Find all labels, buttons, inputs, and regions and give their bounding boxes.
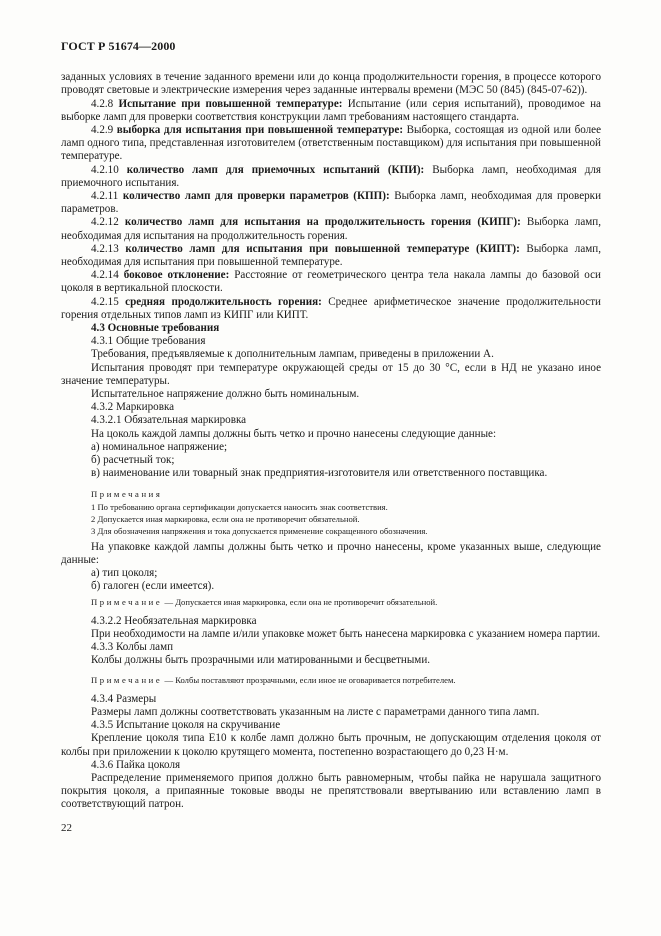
clause-text: Выборка ламп, необходимая для приемочного испытания. <box>61 163 601 189</box>
clause-4-2-12 <box>61 216 601 242</box>
clause-number: 4.2.12 <box>91 216 119 229</box>
subsection-heading-4-3-2-1: 4.3.2.1 Обязательная маркировка <box>91 414 247 427</box>
note <box>61 596 601 609</box>
clause-4-2-9 <box>61 124 601 164</box>
clause-text: Испытание (или серия испытаний), проводимое на выборке ламп для проверки соответствия конструкции ламп требованиям настоящего стандарта. <box>61 97 601 123</box>
subsection-heading-4-3-3: 4.3.3 Колбы ламп <box>91 641 174 654</box>
clause-4-2-14 <box>61 269 601 295</box>
paragraph: Испытания проводят при температуре окружающей среды от 15 до 30 °С, если в НД не указано иное значение температуры. <box>61 361 601 387</box>
note-label: Примечание <box>91 674 163 685</box>
note-item: 2 Допускается иная маркировка, если она не противоречит обязательной. <box>91 513 360 524</box>
clause-4-2-15 <box>61 296 601 322</box>
paragraph: Распределение применяемого припоя должно быть равномерным, чтобы пайка не нарушала защитного покрытия цоколя, а припаянные токовые вводы не препятствовали ввертыванию или вставлению ламп в соответствующий патрон. <box>61 771 601 811</box>
list-item: в) наименование или товарный знак предприятия-изготовителя или ответственного поставщика. <box>91 467 548 480</box>
clause-text: Выборка ламп, необходимая для проверки параметров. <box>61 190 602 216</box>
clause-number: 4.2.10 <box>91 163 119 176</box>
clause-4-2-13 <box>61 243 601 269</box>
list-item: а) тип цоколя; <box>91 567 158 580</box>
clause-term: количество ламп для проверки параметров (КПП): <box>122 190 390 203</box>
paragraph: При необходимости на лампе и/или упаковке может быть нанесена маркировка с указанием номера партии. <box>91 627 601 640</box>
note-item: 1 По требованию органа сертификации допускается наносить знак соответствия. <box>91 501 388 512</box>
clause-text: Выборка, состоящая из одной или более ламп одного типа, представленная изготовителем (ответственным поставщиком) для испытания при повышенной температуре. <box>61 124 601 163</box>
clause-number: 4.2.15 <box>91 295 119 308</box>
subsection-heading-4-3-6: 4.3.6 Пайка цоколя <box>91 758 181 771</box>
clause-term: выборка для испытания при повышенной температуре: <box>116 124 404 137</box>
paragraph: Размеры ламп должны соответствовать указанным на листе с параметрами данного типа ламп. <box>91 705 540 718</box>
clause-4-2-10 <box>61 164 601 190</box>
paragraph: Испытательное напряжение должно быть номинальным. <box>91 388 360 401</box>
subsection-heading-4-3-2: 4.3.2 Маркировка <box>91 401 175 414</box>
subsection-heading-4-3-4: 4.3.4 Размеры <box>91 692 157 705</box>
paragraph: Крепление цоколя типа Е10 к колбе ламп должно быть прочным, не допускающим отделения цоколя от колбы при приложении к цоколю крутящего момента, постепенно возрастающего до 0,23 Н·м. <box>61 732 601 758</box>
clause-number: 4.2.11 <box>91 190 119 203</box>
section-heading-4-3: 4.3 Основные требования <box>91 322 220 335</box>
note-text: — Допускается иная маркировка, если она не противоречит обязательной. <box>162 596 438 607</box>
clause-term: боковое отклонение: <box>123 269 230 282</box>
clause-text: Выборка ламп, необходимая для испытания при повышенной температуре. <box>61 242 601 269</box>
clause-number: 4.2.13 <box>91 242 119 255</box>
note-item: 3 Для обозначения напряжения и тока допускается применение сокращенного обозначения. <box>91 525 428 536</box>
clause-text: Расстояние от геометрического центра тела накала лампы до базовой оси цоколя в вертикальной плоскости. <box>61 269 601 295</box>
list-item: б) расчетный ток; <box>91 454 175 467</box>
notes-heading: Примечания <box>91 488 163 499</box>
clause-term: количество ламп для испытания при повышенной температуре (КИПТ): <box>125 242 520 255</box>
clause-term: Испытание при повышенной температуре: <box>118 97 343 110</box>
clause-number: 4.2.14 <box>91 269 119 282</box>
subsection-heading-4-3-1: 4.3.1 Общие требования <box>91 335 206 348</box>
note-label: Примечание <box>91 596 163 607</box>
document-header: ГОСТ Р 51674—2000 <box>61 39 176 53</box>
paragraph: На цоколь каждой лампы должны быть четко и прочно нанесены следующие данные: <box>91 427 497 440</box>
clause-number: 4.2.8 <box>91 97 114 110</box>
subsection-heading-4-3-2-2: 4.3.2.2 Необязательная маркировка <box>91 614 257 627</box>
clause-4-2-11 <box>61 190 601 216</box>
paragraph: заданных условиях в течение заданного времени или до конца продолжительности горения, в процессе которого проводят световые и электрические измерения через заданные интервалы времени (МЭС 50 (845) (845-07-62)). <box>61 71 601 97</box>
clause-number: 4.2.9 <box>91 124 114 137</box>
page-number: 22 <box>61 822 72 834</box>
note <box>61 674 601 687</box>
clause-text: Выборка ламп, необходимая для испытания на продолжительность горения. <box>61 216 601 242</box>
clause-term: средняя продолжительность горения: <box>125 295 322 308</box>
clause-text: Среднее арифметическое значение продолжительности горения отдельных типов ламп из КИПГ или КИПТ. <box>61 295 601 321</box>
paragraph: Колбы должны быть прозрачными или матированными и бесцветными. <box>91 654 431 667</box>
clause-term: количество ламп для приемочных испытаний (КПИ): <box>126 163 425 176</box>
clause-term: количество ламп для испытания на продолжительность горения (КИПГ): <box>124 216 521 229</box>
list-item: а) номинальное напряжение; <box>91 440 228 453</box>
paragraph: Требования, предъявляемые к дополнительным лампам, приведены в приложении А. <box>91 348 494 361</box>
note-text: — Колбы поставляют прозрачными, если иное не оговаривается потребителем. <box>162 674 456 685</box>
subsection-heading-4-3-5: 4.3.5 Испытание цоколя на скручивание <box>91 719 281 732</box>
clause-4-2-8 <box>61 98 601 124</box>
paragraph: На упаковке каждой лампы должны быть четко и прочно нанесены, кроме указанных выше, следующие данные: <box>61 540 601 566</box>
list-item: б) галоген (если имеется). <box>91 580 215 593</box>
